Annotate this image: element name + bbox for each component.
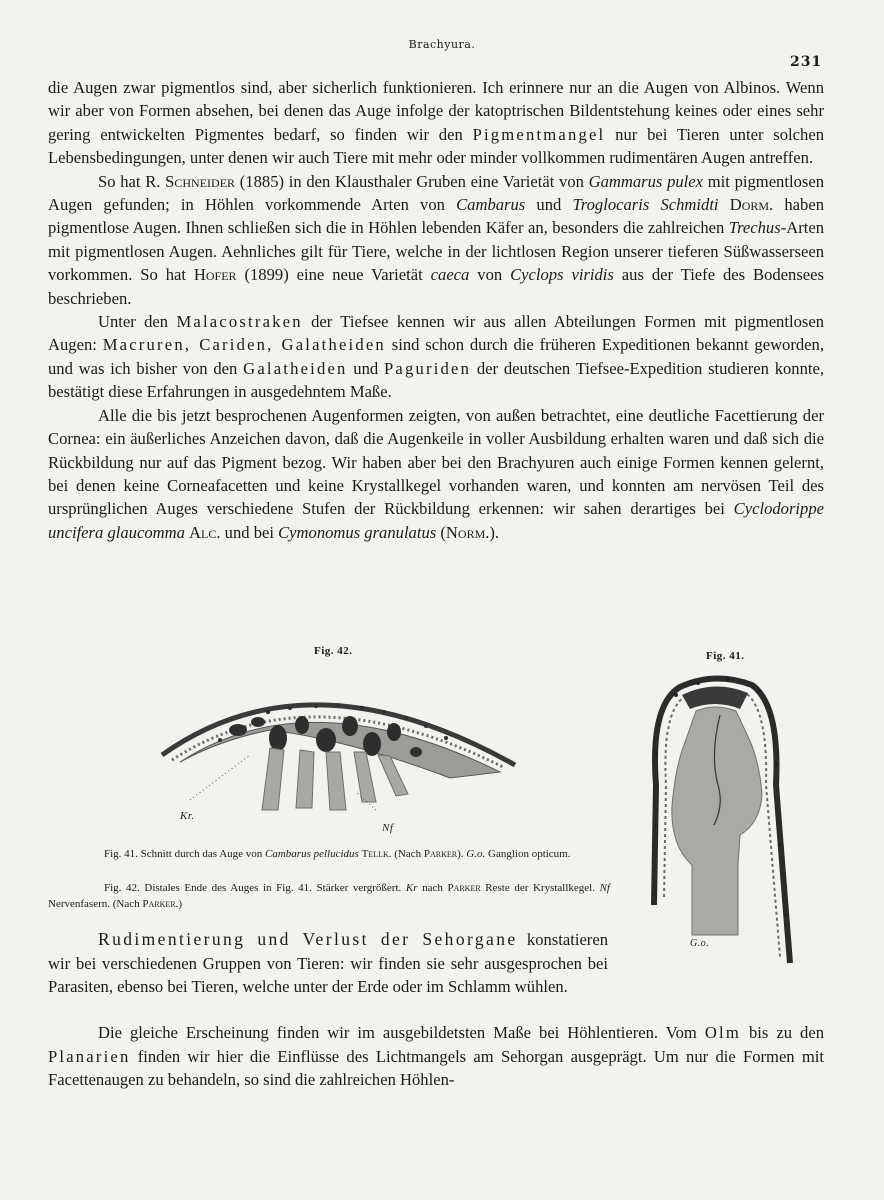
paragraph-1: die Augen zwar pigmentlos sind, aber sicherlich funktionieren. Ich erinnere nur an die Augen von Albinos. Wenn wir aber von Formen absehen, bei denen das Auge infolge der katoptrischen Bildentstehung keines oder eines sehr gering entwickelten Pigmentes bedarf, so finden wir den Pigmentmangel nur bei Tieren unter solchen Lebensbedingungen, unter denen wir auch Tiere mit mehr oder minder vollkommen rudimentären Augen antreffen. (48, 78, 824, 168)
caption-fig41: Fig. 41. Schnitt durch das Auge von Cambarus pellucidus Tellk. (Nach Parker). G.o. Ganglion opticum. (104, 848, 571, 860)
fig41-title: Fig. 41. (706, 650, 745, 662)
ganglion-body (672, 707, 762, 935)
eye-cap (682, 686, 748, 709)
lower-paragraph: Rudimentierung und Verlust der Sehorgane konstatieren wir bei verschiedenen Gruppen von Tieren: wir finden sie sehr ausgesprochen bei Parasiten, ebenso bei Tieren, welche unter der Erde oder im Schlamm wühlen. (48, 929, 608, 997)
fig41-drawing (640, 665, 830, 985)
fig41-illustration (640, 665, 830, 985)
fig42-label-nf: Nf (382, 822, 394, 834)
main-text (48, 76, 824, 544)
running-head: Brachyura. (408, 38, 476, 51)
kr-pointer (190, 755, 250, 800)
page-number: 231 (790, 54, 823, 70)
paragraph-3: Unter den Malacostraken der Tiefsee kennen wir aus allen Abteilungen Formen mit pigmentlosen Augen: Macruren, Cariden, Galatheiden sind schon durch die früheren Expeditionen bekannt geworden, und was ich bisher von den Galatheiden und Paguriden der deutschen Tiefsee-Expedition studieren konnte, bestätigt diese Erfahrungen in ausgedehntem Maße. (48, 312, 825, 402)
fig42-illustration (150, 660, 530, 840)
fig42-title: Fig. 42. (314, 645, 353, 657)
caption-fig42: Fig. 42. Distales Ende des Auges in Fig. 41. Stärker vergrößert. Kr nach Parker Reste der Krystallkegel. Nf Nervenfasern. (Nach Parker.) (48, 882, 610, 910)
paragraph-2: So hat R. Schneider (1885) in den Klausthaler Gruben eine Varietät von Gammarus pulex mit pigmentlosen Augen gefunden; in Höhlen vorkommende Arten von Cambarus und Troglocaris Schmidti Dorm. haben pigmentlose Augen. Ihnen schließen sich die in Höhlen lebenden Käfer an, besonders die zahlreichen Trechus-Arten mit pigmentlosen Augen. Aehnliches gilt für Tiere, welche in der lichtlosen Region unserer tieferen Süßwasserseen vorkommen. So hat Hofer (1899) eine neue Varietät caeca von Cyclops viridis aus der Tiefe des Bodensees beschrieben. (48, 171, 824, 308)
nerve-fibres (262, 748, 408, 810)
paragraph-4: Alle die bis jetzt besprochenen Augenformen zeigten, von außen betrachtet, eine deutliche Facettierung der Cornea: ein äußerliches Anzeichen davon, daß die Augenkeile in voller Ausbildung erhalten waren und daß sich die Rückbildung nur auf das Pigment bezog. Wir haben aber bei den Brachyuren auch einige Formen kennen gelernt, bei denen keine Corneafacetten und keine Krystallkegel vorhanden waren, und konnten am nervösen Teil des ursprünglichen Auges verschiedene Stufen der Rückbildung erkennen: wir sahen derartiges bei Cyclodorippe uncifera glaucomma Alc. und bei Cymonomus granulatus (Norm.). (48, 405, 824, 542)
fig42-drawing (150, 660, 530, 840)
fig42-label-kr: Kr. (180, 810, 195, 822)
fig41-label-go: G.o. (690, 938, 710, 949)
bottom-paragraph: Die gleiche Erscheinung finden wir im ausgebildetsten Maße bei Höhlentieren. Vom Olm bis zu den Planarien finden wir hier die Einflüsse des Lichtmangels am Sehorgan ausgeprägt. Um nur die Formen mit Facettenaugen zu behandeln, so sind die zahlreichen Höhlen- (48, 1023, 824, 1090)
